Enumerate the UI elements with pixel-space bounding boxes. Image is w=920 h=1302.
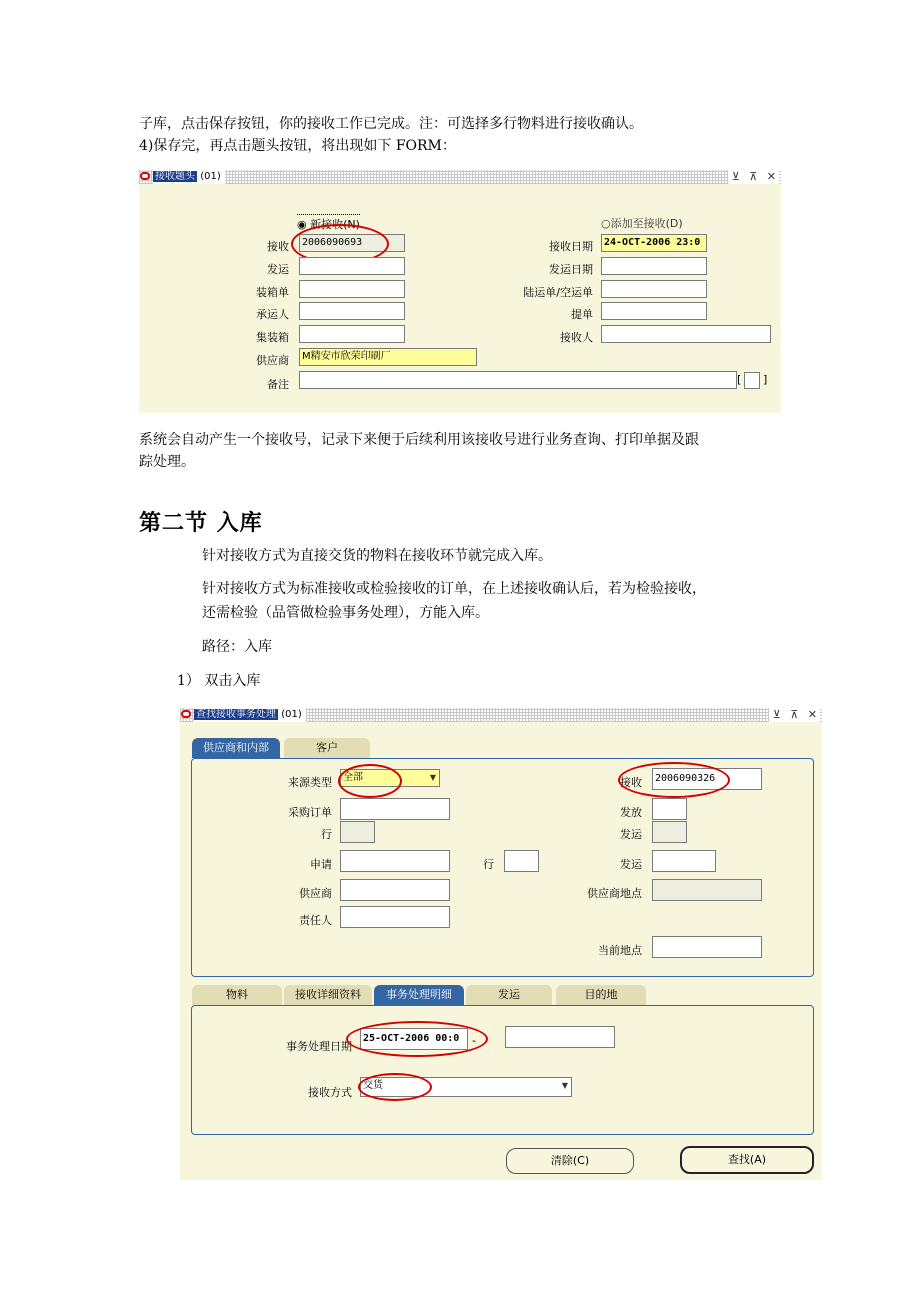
paragraph-line-1: 子库，点击保存按钮，你的接收工作已完成。注：可选择多行物料进行接收确认。 [139, 116, 643, 132]
receipt-label: 接收 [620, 776, 642, 789]
clear-button[interactable]: 清除(C) [506, 1148, 634, 1174]
paragraph-1: 针对接收方式为直接交货的物料在接收环节就完成入库。 [202, 548, 552, 564]
req-shipment-label: 发运 [620, 858, 642, 871]
supplier-site-label: 供应商地点 [587, 887, 642, 900]
paragraph-2b: 还需检验（品管做检验事务处理），方能入库。 [202, 605, 489, 621]
supplier-label: 供应商 [299, 887, 332, 900]
add-to-receipt-radio[interactable]: ○添加至接收(D) [601, 217, 683, 230]
po-label: 采购订单 [288, 806, 332, 819]
carrier-field[interactable] [299, 302, 405, 320]
receiver-label: 接收人 [560, 331, 593, 344]
supplier-field[interactable]: M精安市欣荣印刷厂 [299, 348, 477, 366]
req-line-label: 行 [483, 858, 494, 871]
paragraph-2a: 针对接收方式为标准接收或检验接收的订单，在上述接收确认后，若为检验接收， [202, 581, 706, 597]
supplier-field[interactable] [340, 879, 450, 901]
new-receipt-label: 新接收(N) [310, 218, 360, 231]
oracle-logo-icon [181, 710, 191, 718]
step-1-text: 1） 双击入库 [177, 673, 261, 689]
flexfield-bracket[interactable]: [ ] [737, 371, 773, 389]
po-line-field[interactable] [340, 821, 375, 843]
ship-date-field[interactable] [601, 257, 707, 275]
paragraph-line-2: 4)保存完，再点击题头按钮，将出现如下 FORM： [139, 138, 456, 154]
receipt-number-field[interactable]: 2006090326 [652, 768, 762, 790]
chevron-down-icon: ▼ [429, 773, 436, 782]
packing-slip-field[interactable] [299, 280, 405, 298]
tab-item[interactable]: 物料 [192, 985, 282, 1005]
receipt-number-field[interactable]: 2006090693 [299, 234, 405, 252]
supplier-site-field[interactable] [652, 879, 762, 901]
requisition-label: 申请 [310, 858, 332, 871]
container-label: 集装箱 [256, 331, 289, 344]
oracle-logo-icon [140, 172, 150, 180]
shipment-field[interactable] [652, 821, 687, 843]
source-type-select[interactable]: 全部 ▼ [340, 769, 440, 787]
tab-shipment[interactable]: 发运 [466, 985, 552, 1005]
tab-supplier-internal[interactable]: 供应商和内部 [192, 738, 280, 758]
paragraph-after-form1-b: 踪处理。 [139, 454, 195, 470]
packing-slip-label: 装箱单 [256, 286, 289, 299]
release-label: 发放 [620, 806, 642, 819]
receipt-header-titlebar [139, 170, 781, 184]
requisition-field[interactable] [340, 850, 450, 872]
highlight-circle [338, 764, 402, 798]
supplier-label: 供应商 [256, 354, 289, 367]
comments-field[interactable] [299, 371, 737, 389]
highlight-circle [618, 762, 730, 798]
routing-select[interactable]: 交货 ▼ [360, 1077, 572, 1097]
comments-label: 备注 [267, 378, 289, 391]
ship-date-label: 发运日期 [549, 263, 593, 276]
find-receiving-transactions-window [180, 708, 822, 1180]
carrier-label: 承运人 [256, 308, 289, 321]
highlight-circle [346, 1021, 488, 1057]
window-title: 接收题头 (01) [153, 170, 225, 184]
bill-of-lading-label: 提单 [571, 308, 593, 321]
find-window-title: 查找接收事务处理 (01) [194, 708, 306, 722]
current-location-label: 当前地点 [598, 944, 642, 957]
new-receipt-radio[interactable]: ◉ 新接收(N) [297, 214, 360, 232]
current-location-field[interactable] [652, 936, 762, 958]
buyer-field[interactable] [340, 906, 450, 928]
waybill-field[interactable] [601, 280, 707, 298]
highlight-circle [358, 1073, 432, 1101]
tab-customer[interactable]: 客户 [284, 738, 370, 758]
transaction-details-panel [191, 1005, 814, 1135]
tab-transaction-details[interactable]: 事务处理明细 [374, 985, 464, 1005]
window-controls-icon[interactable]: ⊻ ⊼ ✕ [728, 170, 779, 184]
receipt-date-field[interactable]: 24-OCT-2006 23:0 [601, 234, 707, 252]
date-range-separator: - [472, 1034, 476, 1047]
section-heading: 第二节 入库 [139, 510, 263, 536]
receiver-field[interactable] [601, 325, 771, 343]
transaction-date-to-field[interactable] [505, 1026, 615, 1048]
source-type-label: 来源类型 [288, 776, 332, 789]
po-line-label: 行 [321, 828, 332, 841]
find-window-titlebar [180, 708, 822, 722]
release-field[interactable] [652, 798, 687, 820]
transaction-date-from-field[interactable]: 25-OCT-2006 00:0 [360, 1028, 468, 1050]
chevron-down-icon: ▼ [561, 1081, 568, 1090]
add-to-receipt-label: 添加至接收(D) [610, 217, 683, 230]
shipment-label: 发运 [620, 828, 642, 841]
find-button[interactable]: 查找(A) [680, 1146, 814, 1174]
routing-label: 接收方式 [308, 1086, 352, 1099]
container-field[interactable] [299, 325, 405, 343]
receipt-label: 接收 [267, 240, 289, 253]
path-text: 路径：入库 [202, 639, 272, 655]
shipment-label: 发运 [267, 263, 289, 276]
shipment-field[interactable] [299, 257, 405, 275]
tab-destination[interactable]: 目的地 [556, 985, 646, 1005]
waybill-label: 陆运单/空运单 [523, 286, 593, 299]
req-shipment-field[interactable] [652, 850, 716, 872]
window-controls-icon[interactable]: ⊻ ⊼ ✕ [769, 708, 820, 722]
tab-receipt-details[interactable]: 接收详细资料 [284, 985, 372, 1005]
transaction-date-label: 事务处理日期 [286, 1040, 352, 1053]
bill-of-lading-field[interactable] [601, 302, 707, 320]
paragraph-after-form1-a: 系统会自动产生一个接收号，记录下来便于后续利用该接收号进行业务查询、打印单据及跟 [139, 432, 699, 448]
buyer-label: 责任人 [299, 914, 332, 927]
receipt-header-window [139, 170, 781, 413]
req-line-field[interactable] [504, 850, 539, 872]
receipt-date-label: 接收日期 [549, 240, 593, 253]
po-field[interactable] [340, 798, 450, 820]
